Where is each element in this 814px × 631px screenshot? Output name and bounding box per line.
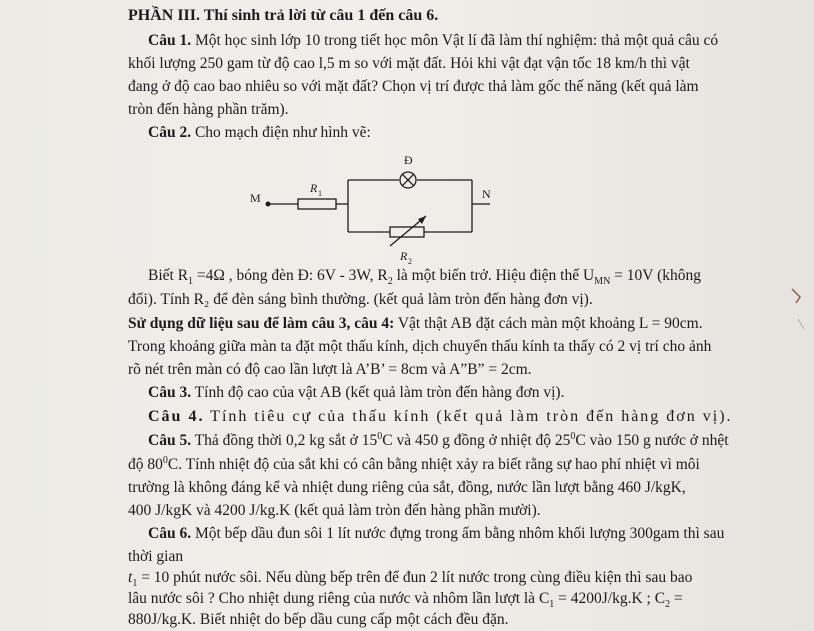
r2-label: R	[400, 249, 408, 263]
circuit-diagram	[240, 150, 530, 268]
data-intro-rest: Vật thật AB đặt cách màn một khoảng L = 90cm.	[394, 315, 703, 332]
q6-label: Câu 6.	[148, 525, 192, 542]
q2-given-1a: Biết R	[148, 267, 189, 284]
q6-4b: 1	[549, 599, 555, 611]
q6-3b: 1	[132, 578, 138, 590]
q5-2c: C. Tính nhiệt độ của sắt khi có cân bằng nhiệt xảy ra biết rằng sự hao phí nhiệt vì môi	[167, 456, 700, 473]
rheostat-arrowhead	[418, 216, 426, 224]
data-intro-bold: Sử dụng dữ liệu sau để làm câu 3, câu 4:	[128, 315, 395, 332]
q6-line-2: thời gian	[128, 548, 184, 565]
data-intro-line-2: Trong khoảng giữa màn ta đặt một thấu kính, dịch chuyển thấu kính ta thấy có 2 vị trí cho ảnh	[128, 338, 712, 355]
q2-label: Câu 2.	[148, 124, 192, 141]
q1-label: Câu 1.	[148, 32, 192, 49]
q6-4d: 2	[665, 599, 671, 611]
section-title: PHẦN III. Thí sinh trả lời từ câu 1 đến câu 6.	[128, 7, 439, 24]
r1-sub: 1	[318, 189, 322, 198]
q3-label: Câu 3.	[148, 384, 192, 401]
q2-given-line-2: đổi). Tính R₂ để đèn sáng bình thường. (kết quả làm tròn đến hàng đơn vị).	[128, 291, 593, 308]
lamp-label: Đ	[404, 153, 413, 167]
q2-given-1b: 1	[188, 276, 194, 288]
q5-1c: C và 450 g đồng ở nhiệt độ 25	[382, 432, 571, 449]
q5-1b: 0	[377, 430, 383, 442]
data-intro-line-3: rõ nét trên màn có độ cao lần lượt là A’B’ = 8cm và A”B” = 2cm.	[128, 361, 532, 378]
q4-line	[148, 407, 733, 426]
q6-line-5: 880J/kg.K. Biết nhiệt do bếp dầu cung cấp một cách đều đặn.	[128, 611, 509, 628]
q6-4e: =	[670, 590, 683, 607]
q3-text: Tính độ cao của vật AB (kết quả làm tròn đến hàng đơn vị).	[191, 384, 565, 401]
q6-line-4	[128, 589, 683, 611]
q2-given-1f: MN	[594, 276, 611, 288]
q5-1e: C vào 150 g nước ở nhệt	[575, 432, 729, 449]
q2-given-1c: =4Ω , bóng đèn Đ: 6V - 3W, R	[193, 267, 388, 284]
q6-4c: = 4200J/kg.K ; C	[554, 590, 666, 607]
pencil-stroke-1	[792, 289, 800, 303]
pencil-mark	[790, 285, 810, 335]
q5-label: Câu 5.	[148, 432, 192, 449]
q5-1d: 0	[570, 430, 576, 442]
q2-given-1g: = 10V (không	[610, 267, 701, 284]
node-m-label: M	[250, 191, 261, 205]
circuit-svg	[240, 150, 530, 268]
q5-2a: độ 80	[128, 456, 163, 473]
pencil-stroke-2	[798, 319, 804, 329]
q6-text-1: Một bếp dầu đun sôi 1 lít nước đựng trong ấm bằng nhôm khối lượng 300gam thì sau	[191, 525, 725, 542]
r1-label: R	[310, 181, 318, 195]
data-intro-line-1	[128, 314, 703, 333]
q1-line-2: khối lượng 250 gam từ độ cao l,5 m so với mặt đất. Hỏi khi vật đạt vận tốc 18 km/h thì vật	[128, 55, 690, 72]
q5-line-3: trường là không đáng kể và nhiệt dung riêng của sắt, đồng, nước lần lượt bằng 460 J/kgK,	[128, 479, 686, 496]
q6-3c: = 10 phút nước sôi. Nếu dùng bếp trên để đun 2 lít nước trong cùng điều kiện thì sau bao	[137, 569, 693, 586]
resistor-r1	[298, 199, 336, 209]
q5-2b: 0	[162, 454, 168, 466]
q1-line-4: tròn đến hàng phần trăm).	[128, 101, 289, 118]
q6-line-1	[148, 524, 724, 543]
q2-given-1d: 2	[387, 276, 393, 288]
q5-line-1	[148, 431, 729, 450]
q2-line	[148, 123, 371, 142]
q1-line-3: đang ở độ cao bao nhiêu so với mặt đất? Chọn vị trí được thả làm gốc thế năng (kết quả làm	[128, 78, 699, 95]
q1-text-1: Một học sinh lớp 10 trong tiết học môn Vật lí đã làm thí nghiệm: thả một quả câu có	[191, 32, 719, 49]
q2-given-1e: là một biến trở. Hiệu điện thế U	[392, 267, 595, 284]
q5-line-4: 400 J/kgK và 4200 J/kg.K (kết quả làm tròn đến hàng phần mười).	[128, 502, 541, 519]
q5-1a: Thả đồng thời 0,2 kg sắt ở 15	[191, 432, 378, 449]
q2-text: Cho mạch điện như hình vẽ:	[191, 124, 371, 141]
r2-sub: 2	[408, 257, 412, 266]
node-n-label: N	[482, 187, 491, 201]
q6-line-3	[128, 568, 693, 590]
q3-line	[148, 383, 564, 402]
q5-line-2	[128, 455, 700, 474]
q1-line-1	[148, 31, 718, 50]
q2-given-line-1	[148, 266, 701, 288]
q4-text: Tính tiêu cự của thấu kính (kết quả làm tròn đến hàng đơn vị).	[204, 408, 733, 425]
q6-4a: lâu nước sôi ? Cho nhiệt dung riêng của nước và nhôm lần lượt là C	[128, 590, 550, 607]
q6-3a: t	[128, 569, 133, 586]
q4-label: Câu 4.	[148, 408, 205, 425]
